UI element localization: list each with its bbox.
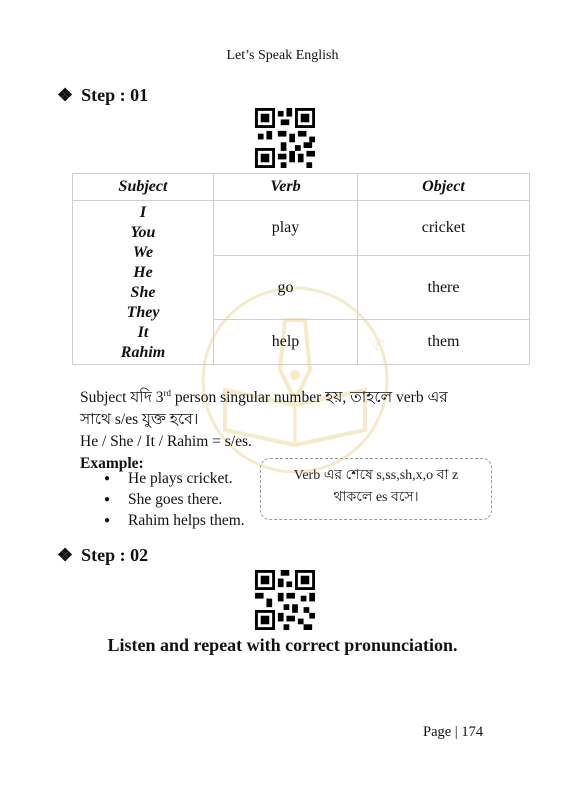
note-box [260,458,492,520]
page-number: Page | 174 [423,724,484,740]
rule-line-2: সাথে s/es যুক্ত হবে। [80,411,199,429]
note-line-1: Verb এর শেষে s,ss,sh,x,o বা z [293,468,459,483]
object-cell: there [358,256,530,320]
subject-item: Rahim [120,343,166,361]
subject-item: It [137,323,149,341]
subject-item: I [139,203,147,221]
list-item: ● Rahim helps them. [100,510,245,531]
list-item: ● She goes there. [100,489,245,510]
page-header: Let’s Speak English [226,48,339,63]
verb-cell: play [214,201,358,256]
object-cell: them [358,320,530,365]
header-object: Object [358,174,530,201]
step-01-label: Step : 01 [81,85,149,105]
qr-code-icon[interactable] [255,570,315,630]
list-item: ● He plays cricket. [100,468,245,489]
note-line-2: থাকলে es বসে। [333,490,419,505]
step-01-heading [57,85,148,106]
step-02-label: Step : 02 [81,545,149,565]
rule-line-1-part-a: Subject যদি 3 [80,389,164,407]
step-02-heading [57,545,148,566]
svg-text:®: ® [373,337,385,354]
verb-cell: help [214,320,358,365]
header-subject: Subject [73,174,214,201]
example-label: Example: [80,455,144,473]
grammar-table [72,173,530,365]
subject-item: You [130,223,156,241]
rule-superscript: rd [163,388,171,398]
subject-item: They [126,303,160,321]
rule-line-1-part-b: person singular number হয়, তাহলে verb এর [171,389,448,407]
rule-line-3: He / She / It / Rahim = s/es. [80,433,252,451]
verb-cell: go [214,256,358,320]
subject-item: We [132,243,154,261]
subject-item: She [130,283,156,301]
header-verb: Verb [214,174,358,201]
diamond-bullet-icon: ❖ [57,85,74,105]
qr-code-icon[interactable] [255,108,315,168]
object-cell: cricket [358,201,530,256]
subject-item: He [133,263,153,281]
example-list [100,468,245,531]
subject-list [73,201,214,365]
rule-line-1 [80,382,448,409]
diamond-bullet-icon: ❖ [57,545,74,565]
instruction-text: Listen and repeat with correct pronunciation. [107,635,458,655]
